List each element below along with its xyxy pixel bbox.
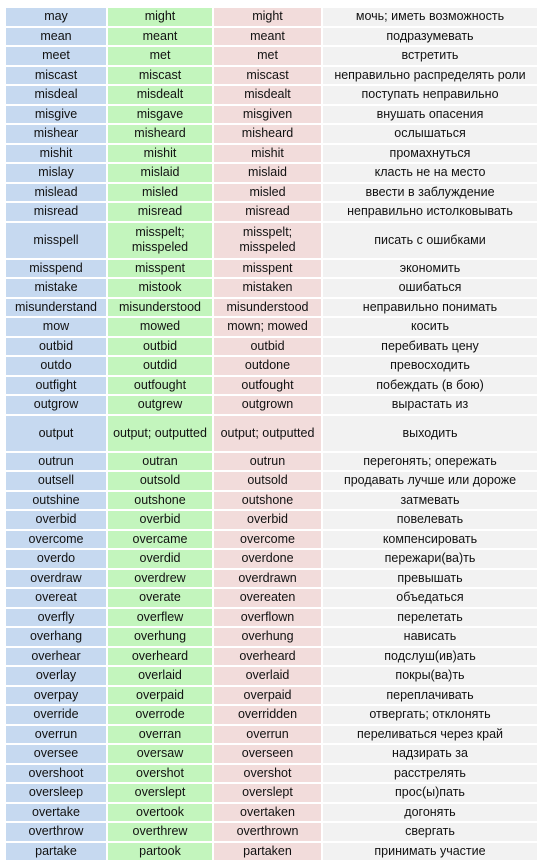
irregular-verbs-table (4, 6, 539, 862)
translation-cell: покры(ва)ть (323, 667, 537, 685)
translation-cell: отвергать; отклонять (323, 706, 537, 724)
table-row (6, 106, 537, 124)
past-simple-cell: overcame (108, 531, 212, 549)
past-simple-cell: misspent (108, 260, 212, 278)
translation-cell: повелевать (323, 511, 537, 529)
infinitive-cell: outbid (6, 338, 106, 356)
table-row (6, 706, 537, 724)
table-row (6, 164, 537, 182)
table-row (6, 338, 537, 356)
past-simple-cell: misdealt (108, 86, 212, 104)
past-simple-cell: overshot (108, 765, 212, 783)
table-row (6, 531, 537, 549)
table-row (6, 8, 537, 26)
past-simple-cell: misled (108, 184, 212, 202)
infinitive-cell: overpay (6, 687, 106, 705)
past-simple-cell: output; outputted (108, 416, 212, 451)
table-row (6, 648, 537, 666)
table-row (6, 667, 537, 685)
infinitive-cell: partake (6, 843, 106, 861)
infinitive-cell: may (6, 8, 106, 26)
table-row (6, 67, 537, 85)
translation-cell: перегонять; опережать (323, 453, 537, 471)
translation-cell: компенсировать (323, 531, 537, 549)
translation-cell: подслуш(ив)ать (323, 648, 537, 666)
infinitive-cell: overdraw (6, 570, 106, 588)
past-participle-cell: overheard (214, 648, 321, 666)
table-row (6, 589, 537, 607)
table-row (6, 472, 537, 490)
translation-cell: ошибаться (323, 279, 537, 297)
table-row (6, 145, 537, 163)
past-simple-cell: overtook (108, 804, 212, 822)
table-row (6, 318, 537, 336)
translation-cell: встретить (323, 47, 537, 65)
past-participle-cell: overseen (214, 745, 321, 763)
past-simple-cell: outbid (108, 338, 212, 356)
translation-cell: продавать лучше или дороже (323, 472, 537, 490)
past-simple-cell: outdid (108, 357, 212, 375)
past-simple-cell: overran (108, 726, 212, 744)
past-simple-cell: overlaid (108, 667, 212, 685)
past-participle-cell: overdone (214, 550, 321, 568)
table-row (6, 299, 537, 317)
infinitive-cell: outfight (6, 377, 106, 395)
infinitive-cell: overhang (6, 628, 106, 646)
past-participle-cell: overcome (214, 531, 321, 549)
past-simple-cell: partook (108, 843, 212, 861)
infinitive-cell: overthrow (6, 823, 106, 841)
past-simple-cell: outshone (108, 492, 212, 510)
translation-cell: переплачивать (323, 687, 537, 705)
translation-cell: перелетать (323, 609, 537, 627)
past-simple-cell: oversaw (108, 745, 212, 763)
past-participle-cell: overbid (214, 511, 321, 529)
table-row (6, 804, 537, 822)
past-participle-cell: overflown (214, 609, 321, 627)
infinitive-cell: outsell (6, 472, 106, 490)
past-simple-cell: outfought (108, 377, 212, 395)
past-simple-cell: overthrew (108, 823, 212, 841)
past-simple-cell: overbid (108, 511, 212, 529)
past-participle-cell: mistaken (214, 279, 321, 297)
infinitive-cell: override (6, 706, 106, 724)
irregular-verbs-body (6, 8, 537, 860)
past-simple-cell: outsold (108, 472, 212, 490)
past-participle-cell: overslept (214, 784, 321, 802)
past-simple-cell: might (108, 8, 212, 26)
infinitive-cell: mean (6, 28, 106, 46)
infinitive-cell: overcome (6, 531, 106, 549)
past-participle-cell: overthrown (214, 823, 321, 841)
translation-cell: косить (323, 318, 537, 336)
past-simple-cell: overpaid (108, 687, 212, 705)
past-participle-cell: overpaid (214, 687, 321, 705)
translation-cell: затмевать (323, 492, 537, 510)
past-participle-cell: overshot (214, 765, 321, 783)
translation-cell: ослышаться (323, 125, 537, 143)
infinitive-cell: mislay (6, 164, 106, 182)
past-simple-cell: mowed (108, 318, 212, 336)
translation-cell: превышать (323, 570, 537, 588)
table-row (6, 416, 537, 451)
infinitive-cell: misgive (6, 106, 106, 124)
table-row (6, 687, 537, 705)
infinitive-cell: overeat (6, 589, 106, 607)
translation-cell: выходить (323, 416, 537, 451)
infinitive-cell: mishear (6, 125, 106, 143)
table-row (6, 125, 537, 143)
infinitive-cell: mislead (6, 184, 106, 202)
table-row (6, 492, 537, 510)
translation-cell: пережари(ва)ть (323, 550, 537, 568)
infinitive-cell: overbid (6, 511, 106, 529)
infinitive-cell: misunderstand (6, 299, 106, 317)
infinitive-cell: misspend (6, 260, 106, 278)
translation-cell: превосходить (323, 357, 537, 375)
past-participle-cell: misspelt; misspeled (214, 223, 321, 258)
past-participle-cell: miscast (214, 67, 321, 85)
infinitive-cell: misdeal (6, 86, 106, 104)
table-row (6, 550, 537, 568)
infinitive-cell: misspell (6, 223, 106, 258)
table-row (6, 377, 537, 395)
past-participle-cell: overtaken (214, 804, 321, 822)
table-row (6, 453, 537, 471)
translation-cell: догонять (323, 804, 537, 822)
infinitive-cell: output (6, 416, 106, 451)
past-participle-cell: might (214, 8, 321, 26)
table-row (6, 357, 537, 375)
translation-cell: писать с ошибками (323, 223, 537, 258)
past-participle-cell: outdone (214, 357, 321, 375)
past-simple-cell: outran (108, 453, 212, 471)
past-participle-cell: misdealt (214, 86, 321, 104)
past-simple-cell: meant (108, 28, 212, 46)
infinitive-cell: outrun (6, 453, 106, 471)
infinitive-cell: outdo (6, 357, 106, 375)
infinitive-cell: overshoot (6, 765, 106, 783)
translation-cell: надзирать за (323, 745, 537, 763)
table-row (6, 609, 537, 627)
past-simple-cell: overrode (108, 706, 212, 724)
table-row (6, 396, 537, 414)
translation-cell: класть не на место (323, 164, 537, 182)
table-row (6, 511, 537, 529)
past-participle-cell: overhung (214, 628, 321, 646)
past-participle-cell: overlaid (214, 667, 321, 685)
past-simple-cell: misheard (108, 125, 212, 143)
infinitive-cell: outgrow (6, 396, 106, 414)
translation-cell: поступать неправильно (323, 86, 537, 104)
table-row (6, 628, 537, 646)
past-participle-cell: misunderstood (214, 299, 321, 317)
past-simple-cell: misread (108, 203, 212, 221)
table-row (6, 843, 537, 861)
translation-cell: объедаться (323, 589, 537, 607)
table-row (6, 784, 537, 802)
table-row (6, 260, 537, 278)
past-simple-cell: mislaid (108, 164, 212, 182)
past-simple-cell: met (108, 47, 212, 65)
infinitive-cell: overlay (6, 667, 106, 685)
past-simple-cell: overflew (108, 609, 212, 627)
past-participle-cell: overeaten (214, 589, 321, 607)
past-simple-cell: overdid (108, 550, 212, 568)
translation-cell: вырастать из (323, 396, 537, 414)
translation-cell: экономить (323, 260, 537, 278)
table-row (6, 203, 537, 221)
past-simple-cell: misgave (108, 106, 212, 124)
past-simple-cell: overhung (108, 628, 212, 646)
past-participle-cell: misspent (214, 260, 321, 278)
table-row (6, 184, 537, 202)
past-participle-cell: overridden (214, 706, 321, 724)
infinitive-cell: outshine (6, 492, 106, 510)
past-participle-cell: outsold (214, 472, 321, 490)
infinitive-cell: overhear (6, 648, 106, 666)
table-row (6, 570, 537, 588)
translation-cell: свергать (323, 823, 537, 841)
past-simple-cell: overdrew (108, 570, 212, 588)
translation-cell: принимать участие (323, 843, 537, 861)
infinitive-cell: misread (6, 203, 106, 221)
past-participle-cell: misled (214, 184, 321, 202)
past-simple-cell: misunderstood (108, 299, 212, 317)
past-participle-cell: outgrown (214, 396, 321, 414)
past-participle-cell: mishit (214, 145, 321, 163)
infinitive-cell: overdo (6, 550, 106, 568)
translation-cell: подразумевать (323, 28, 537, 46)
past-simple-cell: overheard (108, 648, 212, 666)
infinitive-cell: oversee (6, 745, 106, 763)
past-simple-cell: overate (108, 589, 212, 607)
past-simple-cell: misspelt; misspeled (108, 223, 212, 258)
past-simple-cell: mistook (108, 279, 212, 297)
table-row (6, 823, 537, 841)
translation-cell: внушать опасения (323, 106, 537, 124)
infinitive-cell: meet (6, 47, 106, 65)
table-row (6, 47, 537, 65)
infinitive-cell: overtake (6, 804, 106, 822)
past-participle-cell: outbid (214, 338, 321, 356)
past-participle-cell: mown; mowed (214, 318, 321, 336)
translation-cell: неправильно понимать (323, 299, 537, 317)
past-simple-cell: miscast (108, 67, 212, 85)
past-participle-cell: misgiven (214, 106, 321, 124)
past-participle-cell: mislaid (214, 164, 321, 182)
table-row (6, 86, 537, 104)
table-row (6, 745, 537, 763)
table-row (6, 765, 537, 783)
past-participle-cell: misread (214, 203, 321, 221)
translation-cell: перебивать цену (323, 338, 537, 356)
past-participle-cell: output; outputted (214, 416, 321, 451)
translation-cell: неправильно истолковывать (323, 203, 537, 221)
translation-cell: расстрелять (323, 765, 537, 783)
table-row (6, 223, 537, 258)
table-row (6, 28, 537, 46)
past-participle-cell: met (214, 47, 321, 65)
infinitive-cell: miscast (6, 67, 106, 85)
past-simple-cell: overslept (108, 784, 212, 802)
translation-cell: ввести в заблуждение (323, 184, 537, 202)
past-participle-cell: meant (214, 28, 321, 46)
infinitive-cell: mishit (6, 145, 106, 163)
past-simple-cell: mishit (108, 145, 212, 163)
past-participle-cell: misheard (214, 125, 321, 143)
translation-cell: неправильно распределять роли (323, 67, 537, 85)
past-simple-cell: outgrew (108, 396, 212, 414)
past-participle-cell: outshone (214, 492, 321, 510)
past-participle-cell: overdrawn (214, 570, 321, 588)
table-row (6, 726, 537, 744)
infinitive-cell: mow (6, 318, 106, 336)
table-row (6, 279, 537, 297)
past-participle-cell: outrun (214, 453, 321, 471)
translation-cell: побеждать (в бою) (323, 377, 537, 395)
translation-cell: промахнуться (323, 145, 537, 163)
infinitive-cell: overrun (6, 726, 106, 744)
past-participle-cell: overrun (214, 726, 321, 744)
infinitive-cell: overfly (6, 609, 106, 627)
infinitive-cell: oversleep (6, 784, 106, 802)
past-participle-cell: partaken (214, 843, 321, 861)
translation-cell: нависать (323, 628, 537, 646)
infinitive-cell: mistake (6, 279, 106, 297)
past-participle-cell: outfought (214, 377, 321, 395)
translation-cell: прос(ы)пать (323, 784, 537, 802)
translation-cell: переливаться через край (323, 726, 537, 744)
translation-cell: мочь; иметь возможность (323, 8, 537, 26)
